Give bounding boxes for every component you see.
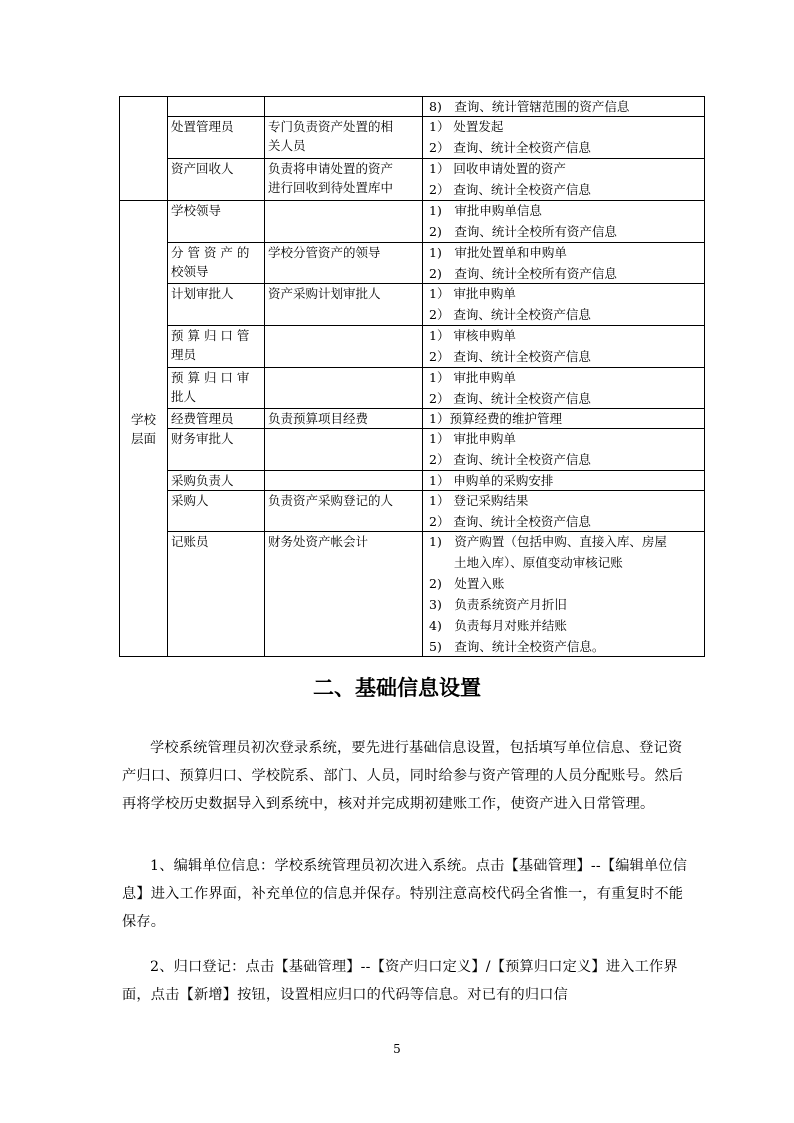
description-cell [265, 429, 423, 471]
table-row [120, 243, 705, 284]
table-row [120, 532, 705, 657]
description-cell [265, 491, 423, 532]
role-description-line: 负责将申请处置的资产 [268, 161, 394, 176]
permission-item: 1) 审批申购单信息 [429, 203, 542, 218]
permissions-cell [423, 409, 705, 429]
permissions-cell [423, 243, 705, 284]
role-name-line: 分 管 资 产 的 [171, 245, 250, 260]
permission-item: 2） 查询、统计全校资产信息 [429, 391, 591, 406]
permission-item: 1） 审批申购单 [429, 431, 516, 446]
role-name: 处置管理员 [171, 119, 234, 134]
table-row [120, 368, 705, 409]
layer-label: 学校层面 [130, 411, 156, 446]
description-cell [265, 117, 423, 159]
role-cell [168, 97, 265, 117]
permission-item: 3) 负责系统资产月折旧 [429, 597, 567, 612]
role-description-line: 负责预算项目经费 [268, 411, 369, 426]
role-name: 经费管理员 [171, 411, 234, 426]
permissions-cell [423, 326, 705, 368]
permission-item: 2） 查询、统计全校资产信息 [429, 452, 591, 467]
description-cell [265, 326, 423, 368]
role-name-line: 理员 [171, 347, 197, 362]
page-number: 5 [393, 1042, 401, 1056]
role-cell [168, 409, 265, 429]
permissions-cell [423, 429, 705, 471]
permission-item: 1） 回收申请处置的资产 [429, 161, 566, 176]
table-row [120, 409, 705, 429]
permission-item: 1) 资产购置（包括申购、直接入库、房屋 [429, 534, 667, 549]
description-cell [265, 159, 423, 201]
section-title: 二、基础信息设置 [313, 676, 481, 700]
role-cell [168, 243, 265, 284]
permission-item: 2） 查询、统计全校资产信息 [429, 514, 591, 529]
role-name: 学校领导 [171, 203, 222, 218]
description-cell [265, 532, 423, 657]
permission-item: 2) 查询、统计全校所有资产信息 [429, 224, 617, 239]
role-cell [168, 284, 265, 326]
intro-paragraph: 学校系统管理员初次登录系统，要先进行基础信息设置，包括填写单位信息、登记资产归口、预算归口、学校院系、部门、人员，同时给参与资产管理的人员分配账号。然后再将学校历史数据导入到系统中，核对并完成期初建账工作，使资产进入日常管理。 [122, 740, 684, 812]
role-name-line: 校领导 [171, 264, 209, 279]
role-name: 采购负责人 [171, 473, 234, 488]
role-cell [168, 159, 265, 201]
step-1-paragraph: 1、编辑单位信息：学校系统管理员初次进入系统。点击【基础管理】--【编辑单位信息】进入工作界面，补充单位的信息并保存。特别注意高校代码全省惟一，有重复时不能保存。 [122, 858, 688, 930]
permission-item: 2） 查询、统计全校资产信息 [429, 349, 591, 364]
permission-item: 2) 查询、统计全校所有资产信息 [429, 266, 617, 281]
table-row [120, 117, 705, 159]
description-cell [265, 97, 423, 117]
table-row [120, 159, 705, 201]
permission-item: 1） 审核申购单 [429, 328, 516, 343]
permissions-cell [423, 491, 705, 532]
roles-table [119, 96, 705, 657]
role-cell [168, 491, 265, 532]
role-cell [168, 201, 265, 243]
permission-item: 1） 审批申购单 [429, 370, 516, 385]
description-cell [265, 243, 423, 284]
permission-item: 1）预算经费的维护管理 [429, 411, 562, 426]
role-description-line: 进行回收到待处置库中 [268, 180, 394, 195]
permissions-cell [423, 159, 705, 201]
role-description-line: 负责资产采购登记的人 [268, 493, 394, 508]
permission-item: 1） 处置发起 [429, 119, 504, 134]
role-name-line: 预 算 归 口 管 [171, 328, 250, 343]
role-cell [168, 471, 265, 491]
role-description-line: 学校分管资产的领导 [268, 245, 381, 260]
permissions-cell [423, 471, 705, 491]
role-description-line: 财务处资产帐会计 [268, 534, 369, 549]
description-cell [265, 471, 423, 491]
role-cell [168, 117, 265, 159]
role-description-line: 关人员 [268, 138, 306, 153]
layer-cell-previous [120, 97, 168, 201]
table-row [120, 201, 705, 243]
table-row [120, 491, 705, 532]
role-name: 计划审批人 [171, 286, 234, 301]
description-cell [265, 409, 423, 429]
table-row [120, 429, 705, 471]
role-name: 资产回收人 [171, 161, 234, 176]
permission-item: 4) 负责每月对账并结账 [429, 618, 567, 633]
permission-item: 1) 审批处置单和申购单 [429, 245, 567, 260]
permission-item: 2） 查询、统计全校资产信息 [429, 140, 591, 155]
description-cell [265, 368, 423, 409]
permission-item: 1） 登记采购结果 [429, 493, 529, 508]
role-cell [168, 532, 265, 657]
description-cell [265, 284, 423, 326]
role-description-line: 资产采购计划审批人 [268, 286, 381, 301]
role-name-line: 预 算 归 口 审 [171, 370, 250, 385]
description-cell [265, 201, 423, 243]
role-cell [168, 326, 265, 368]
permission-item: 8) 查询、统计管辖范围的资产信息 [429, 99, 630, 114]
step-2-paragraph: 2、归口登记：点击【基础管理】--【资产归口定义】/【预算归口定义】进入工作界面，点击【新增】按钮，设置相应归口的代码等信息。对已有的归口信 [122, 959, 678, 1003]
role-name: 采购人 [171, 493, 209, 508]
table-row [120, 97, 705, 117]
role-description-line: 专门负责资产处置的相 [268, 119, 394, 134]
permission-item: 1） 申购单的采购安排 [429, 473, 554, 488]
permission-item: 1） 审批申购单 [429, 286, 516, 301]
permission-item: 2） 查询、统计全校资产信息 [429, 307, 591, 322]
role-cell [168, 368, 265, 409]
permissions-cell [423, 117, 705, 159]
role-name-line: 批人 [171, 389, 197, 404]
permissions-cell [423, 97, 705, 117]
permission-item: 5) 查询、统计全校资产信息。 [429, 639, 605, 654]
permissions-cell [423, 368, 705, 409]
role-cell [168, 429, 265, 471]
layer-cell-school [120, 201, 168, 657]
permission-item: 2) 处置入账 [429, 576, 505, 591]
table-row [120, 471, 705, 491]
table-row [120, 326, 705, 368]
role-name: 记账员 [171, 534, 209, 549]
permission-item: 2） 查询、统计全校资产信息 [429, 182, 591, 197]
permissions-cell [423, 532, 705, 657]
role-name: 财务审批人 [171, 431, 234, 446]
permissions-cell [423, 201, 705, 243]
permission-item: 土地入库）、原值变动审核记账 [429, 555, 623, 570]
permissions-cell [423, 284, 705, 326]
table-row [120, 284, 705, 326]
